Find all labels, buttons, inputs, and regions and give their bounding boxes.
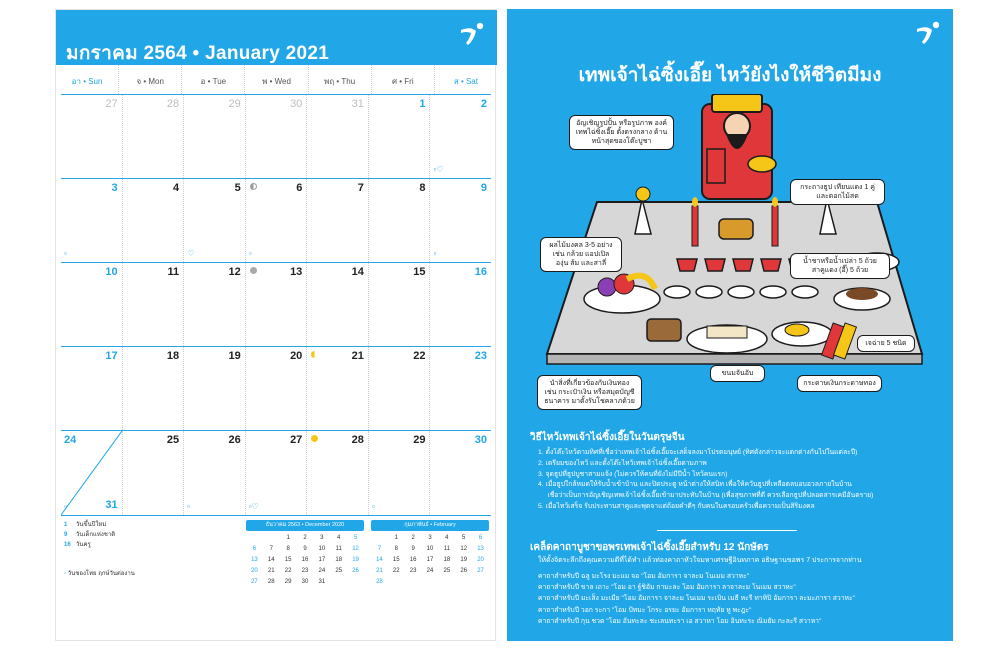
mini-day: 2: [411, 535, 415, 541]
day-cell[interactable]: [123, 95, 185, 178]
callout-sweets: ขนมจันอับ: [710, 365, 765, 382]
mini-day: 6: [478, 535, 483, 541]
mantra-item: คาถาสำหรับปี วอก ระกา "โอม ปัทมะ โกระ อรยะ อัมการา หฤทัย หู พะฎะ": [538, 606, 752, 614]
callout-paper-money: กระดาษเงินกระดาษทอง: [797, 375, 882, 392]
mini-day: [472, 577, 489, 588]
day-cell[interactable]: [369, 347, 431, 430]
mantra-item: คาถาสำหรับปี ฉลู มะโรง มะแม จอ "โอม อัมการา จาละม โนเมม สวาหะ": [538, 573, 750, 580]
week-row: [61, 262, 491, 346]
mini-day: 20: [251, 568, 258, 574]
day-cell[interactable]: [123, 347, 185, 430]
bookmark-icon: ▫: [371, 502, 375, 511]
day-number: 11: [167, 266, 180, 278]
bookmark-heart-icon: ▫♡: [433, 165, 444, 174]
day-number: 30: [474, 434, 488, 446]
mantra-item: คาถาสำหรับปี มะเส็ง มะเมีย "โอม อัมการา จาละม โนเมม ระเบิน เมธี หะรี ทาทิปิ อัมการา ละมะภารา สวาหะ": [538, 595, 856, 603]
day-cell[interactable]: [430, 179, 491, 262]
day-number: 27: [105, 98, 118, 110]
mini-day: [438, 577, 455, 588]
legend-text: วันขึ้นปีใหม่: [76, 522, 107, 528]
day-cell[interactable]: [246, 95, 308, 178]
mini-day: 9: [411, 546, 415, 552]
mini-day: 14: [267, 557, 275, 563]
day-cell[interactable]: [184, 95, 246, 178]
mini-day: 27: [251, 579, 258, 585]
week-row: [61, 94, 491, 178]
day-number: 31: [351, 98, 364, 110]
calendar-title: มกราคม 2564 • January 2021: [66, 43, 330, 64]
mini-calendar-days: [246, 533, 364, 588]
mini-day: 22: [392, 568, 400, 574]
step-item: เชื่อว่าเป็นการอัญเชิญเทพเจ้าไฉ่ซิ้งเอี๊ยเข้ามาประทับในบ้าน (เพื่อสุขภาพที่ดี ควรเลือกธูปที่ปลอดสารเคมีอันตราย): [538, 492, 874, 500]
mini-day: 12: [460, 546, 468, 552]
day-cell[interactable]: [430, 263, 491, 346]
mini-day: 24: [318, 568, 326, 574]
mini-day: 4: [337, 535, 341, 541]
mini-calendar-days: [371, 533, 489, 588]
day-number: 10: [105, 266, 118, 278]
mantra-list: [538, 571, 933, 627]
callout-tea: น้ำชาหรือน้ำเปล่า 5 ถ้วย สาคูแดง (อี๊) 5 ถ้วย: [790, 253, 890, 279]
mantra-heading: เคล็ดคาถาบูชาขอพรเทพเจ้าไฉ่ซิ้งเอี๊ยสำหรับ 12 นักษัตร: [530, 542, 769, 553]
mini-day: 3: [320, 535, 324, 541]
mini-day: 21: [267, 568, 275, 574]
mini-day: 12: [352, 546, 359, 552]
day-cell[interactable]: [369, 431, 431, 515]
legend-day: 16: [64, 542, 71, 548]
full-moon-icon: [311, 435, 318, 442]
day-number: 19: [228, 350, 241, 362]
new-moon-icon: [250, 267, 257, 274]
bookmark-icon: ▫: [433, 249, 437, 258]
day-cell[interactable]: [123, 179, 185, 262]
day-number: 24: [64, 434, 77, 446]
mini-day: 2: [303, 535, 307, 541]
weekday-label: ศ • Fri: [372, 65, 435, 94]
holiday-legend: [64, 520, 115, 550]
day-number: 31: [105, 499, 118, 511]
day-cell[interactable]: [184, 179, 246, 262]
day-cell[interactable]: [123, 263, 185, 346]
day-number: 13: [290, 266, 303, 278]
icon-legend: [64, 568, 135, 578]
day-number: 28: [166, 98, 180, 110]
callout-vegetables: เจฉ่าย 5 ชนิด: [857, 335, 915, 352]
mini-day: 11: [335, 546, 342, 552]
day-cell[interactable]: [307, 431, 369, 515]
bookmark-icon: ▫: [187, 502, 190, 511]
mini-day: 1: [394, 535, 398, 541]
weekday-header: [56, 65, 497, 94]
day-number: 28: [351, 434, 364, 446]
legend-text: วันเด็กแห่งชาติ: [76, 532, 116, 538]
mini-day: 20: [477, 557, 484, 563]
mini-day: 7: [269, 546, 273, 552]
day-cell[interactable]: [246, 179, 308, 262]
day-number: 15: [413, 266, 426, 278]
legend-item: [64, 520, 115, 530]
day-number: 20: [290, 350, 303, 362]
day-cell[interactable]: [369, 263, 431, 346]
day-cell[interactable]: [307, 347, 369, 430]
day-number: 12: [228, 266, 241, 278]
day-cell[interactable]: [246, 347, 308, 430]
mini-day: 25: [443, 568, 451, 574]
weekday-label: อา • Sun: [56, 65, 119, 94]
mini-day: [455, 577, 472, 588]
weekday-label: พฤ • Thu: [309, 65, 372, 94]
legend-text: วันครู: [76, 542, 91, 548]
half-moon-icon: [311, 351, 318, 358]
mini-day: 1: [286, 535, 290, 541]
mini-day: 17: [426, 557, 434, 563]
mini-day: [263, 533, 280, 544]
day-cell[interactable]: [61, 95, 123, 178]
mini-day: 22: [284, 568, 292, 574]
mantra-intro: ให้ตั้งจิตระลึกถึงคุณความดีที่ได้ทำ แล้วท่องคาถาหัวใจมหาเศรษฐีอินทภาค อธิษฐานขอพร 7 ประการจากท่าน: [538, 557, 862, 564]
mini-day: 8: [394, 546, 398, 552]
mini-day: [246, 533, 263, 544]
day-number: 2: [480, 98, 488, 110]
legend-item: [64, 540, 115, 550]
mini-day: 14: [376, 557, 383, 563]
day-cell[interactable]: [307, 263, 369, 346]
week-row: [61, 430, 491, 516]
legend-day: 9: [64, 532, 68, 538]
bookmark-icon: ▫: [64, 249, 67, 258]
step-item: 2. เตรียมของไหว้ และตั้งโต๊ะไหว้เทพเจ้าไฉ่ซิ้งเอี๊ยตามภาพ: [538, 459, 707, 467]
half-moon-icon: [250, 183, 257, 190]
mini-day: 4: [445, 535, 449, 541]
callout-statue: อัญเชิญรูปปั้น หรือรูปภาพ องค์เทพไฉ่ซิ้งเอี๊ย ตั้งตรงกลาง ด้านหน้าสุดของโต๊ะบูชา: [569, 115, 674, 150]
day-number: 25: [166, 434, 180, 446]
mini-calendar-header: กุมภาพันธ์ • February: [371, 520, 489, 531]
day-number: 22: [413, 350, 426, 362]
mini-day: [347, 577, 364, 588]
poster-page: [507, 9, 953, 641]
day-number: 16: [474, 266, 488, 278]
mini-day: 15: [392, 557, 400, 563]
calendar-header: [56, 10, 497, 65]
mantra-item: คาถาสำหรับปี กุน ชวด "โอม อันทะละ ชะเลนทะรา เอ สวาหา โอม อินทะระ ณิมยัม กะละรี สวาหา": [538, 617, 822, 625]
weekday-label: พ • Wed: [245, 65, 308, 94]
day-number: 18: [166, 350, 180, 362]
mini-day: [405, 577, 422, 588]
day-number: 17: [105, 350, 118, 362]
mini-calendar-february: [371, 520, 489, 588]
mini-day: 26: [352, 568, 359, 574]
weekday-label: ส • Sat: [453, 77, 478, 86]
calendar-page: [55, 9, 496, 641]
week-row: [61, 178, 491, 262]
bookmark-icon: ▫: [64, 571, 68, 577]
day-number: 3: [111, 182, 118, 194]
day-number: 8: [419, 182, 426, 194]
day-number: 29: [413, 434, 426, 446]
day-cell[interactable]: [184, 431, 246, 515]
day-cell[interactable]: [246, 263, 308, 346]
weekday-label: จ • Mon: [119, 65, 182, 94]
legend-day: 1: [64, 522, 68, 528]
mini-day: 3: [428, 535, 432, 541]
day-cell[interactable]: [307, 95, 369, 178]
mini-day: 29: [284, 579, 292, 585]
mini-day: 18: [335, 557, 343, 563]
mini-day: 13: [477, 546, 484, 552]
day-number: 27: [290, 434, 303, 446]
mini-day: [330, 577, 347, 588]
day-number: 4: [173, 182, 180, 194]
mantra-item: คาถาสำหรับปี ขาล เถาะ "โอม อา ฐ์ชิอัม กามะละ โอม อัมการา ลาจาละม โนเมม สวาหะ": [538, 584, 796, 592]
step-item: 3. จุดธูปที่ธูปบูชาสามแจ้ง (ไม่ควรให้คนที่ยังไม่มีปีน้ำ ไหว้คนแรก): [538, 470, 728, 478]
callout-fruit: ผลไม้มงคล 3-5 อย่าง เช่น กล้วย แอปเปิล องุ่น ส้ม และสาลี่: [540, 237, 622, 272]
mini-day: [371, 533, 388, 544]
callout-incense: กระถางธูป เทียนแดง 1 คู่ และดอกไม้สด: [790, 179, 885, 205]
day-cell[interactable]: [430, 431, 491, 515]
day-cell[interactable]: [430, 347, 491, 430]
callout-wallet: นำสิ่งที่เกี่ยวข้องกับเงินทอง เช่น กระเป๋าเงิน หรือสมุดบัญชีธนาคาร มาตั้งรับโชคลาภด้วย: [537, 375, 642, 410]
mini-day: 25: [335, 568, 343, 574]
mini-day: 11: [443, 546, 450, 552]
day-cell[interactable]: [369, 95, 431, 178]
step-item: 5. เมื่อไหว้เสร็จ รับประทานสาคูและพุดจาแต่ถ้อยคำดีๆ กับคนในครอบครัวเพื่อความเป็นสิริมงคล: [538, 502, 815, 510]
steps-list: [538, 448, 933, 513]
mini-day: 5: [353, 535, 358, 541]
bookmark-heart-icon: ▫♡: [248, 502, 259, 511]
mini-day: 28: [267, 579, 275, 585]
mini-day: 18: [443, 557, 451, 563]
step-item: 1. ตั้งโต๊ะไหว้ตามทิศที่เชื่อว่าเทพเจ้าไฉ่ซิ้งเอี๊ยจะเสด็จลงมาโปรดมนุษย์ (ทิศดังกล่าวจะแตกต่างกันไปในแต่ละปี): [538, 449, 858, 456]
bookmark-icon: ▫: [64, 502, 67, 511]
day-cell[interactable]: [61, 263, 123, 346]
day-number: 1: [419, 98, 426, 110]
mini-calendar-december: [246, 520, 364, 588]
mini-day: 10: [426, 546, 434, 552]
weekday-label: อ • Tue: [182, 65, 245, 94]
bookmark-icon: ▫: [248, 249, 252, 258]
day-cell[interactable]: [61, 431, 123, 515]
mini-day: 28: [376, 579, 383, 585]
day-number: 26: [228, 434, 241, 446]
mini-day: 21: [376, 568, 383, 574]
step-item: 4. เมื่อธูปใกล้หมดให้รับน้ำเข้าบ้าน และปิดประตู หน้าต่างให้สนิท เพื่อให้ควันธูปที่เหลือตลบอบอวลภายในบ้าน: [538, 481, 852, 489]
day-number: 6: [296, 182, 303, 194]
mini-day: 30: [301, 579, 309, 585]
day-cell[interactable]: [61, 179, 123, 262]
mini-day: 10: [318, 546, 326, 552]
steps-heading: วิธีไหว้เทพเจ้าไฉ่ซิ้งเอี๊ยในวันตรุษจีน: [530, 432, 685, 443]
day-cell[interactable]: [123, 431, 185, 515]
mini-day: [422, 577, 439, 588]
mini-day: 16: [409, 557, 417, 563]
mini-calendar-header: ธันวาคม 2563 • December 2020: [246, 520, 364, 531]
mini-day: 26: [460, 568, 468, 574]
day-number: 23: [474, 350, 488, 362]
mini-day: 19: [352, 557, 359, 563]
legend-item: [64, 530, 115, 540]
day-number: 14: [351, 266, 364, 278]
mini-day: 23: [409, 568, 417, 574]
dtac-logo-icon: [913, 19, 943, 49]
mini-day: 19: [460, 557, 468, 563]
mini-day: 9: [303, 546, 307, 552]
mini-day: 5: [462, 535, 466, 541]
day-number: 30: [290, 98, 303, 110]
day-number: 21: [351, 350, 364, 362]
day-number: 29: [228, 98, 241, 110]
day-number: 9: [480, 182, 488, 194]
day-cell[interactable]: [307, 179, 369, 262]
mini-day: 6: [252, 546, 257, 552]
divider: [657, 530, 797, 531]
icon-legend-text: วันชองโทย ฤกษ์วันต่องาน: [67, 571, 135, 577]
mini-day: 24: [426, 568, 434, 574]
day-cell[interactable]: [369, 179, 431, 262]
mini-day: 15: [284, 557, 292, 563]
day-cell[interactable]: [184, 263, 246, 346]
mini-day: 7: [377, 546, 382, 552]
day-cell[interactable]: [246, 431, 308, 515]
mini-day: 17: [318, 557, 326, 563]
mini-day: 23: [301, 568, 309, 574]
week-row: [61, 346, 491, 430]
day-cell[interactable]: [61, 347, 123, 430]
mini-day: 8: [286, 546, 290, 552]
day-cell[interactable]: [184, 347, 246, 430]
day-number: 5: [234, 182, 241, 194]
month-grid: [61, 94, 491, 516]
mini-day: 31: [318, 579, 326, 585]
day-number: 7: [357, 182, 364, 194]
day-cell[interactable]: [430, 95, 491, 178]
mini-day: 27: [477, 568, 484, 574]
mini-day: [388, 577, 405, 588]
mini-day: 16: [301, 557, 309, 563]
heart-icon: ♡: [187, 249, 195, 258]
poster-title: เทพเจ้าไฉ่ซิ้งเอี๊ย ไหว้ยังไงให้ชีวิตมีมง: [578, 65, 882, 86]
mini-day: 13: [251, 557, 258, 563]
dtac-logo-icon: [457, 20, 487, 50]
